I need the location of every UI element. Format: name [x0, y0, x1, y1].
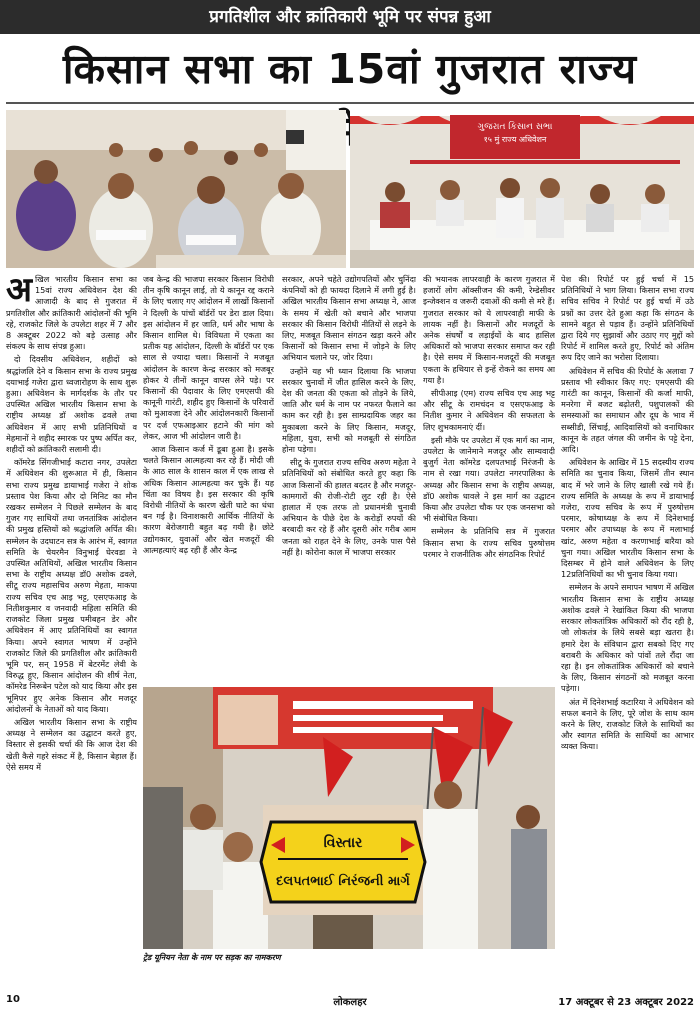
drop-cap: अ	[6, 274, 32, 310]
issue-date: 17 अक्टूबर से 23 अक्टूबर 2022	[558, 997, 694, 1008]
paragraph: सम्मेलन के अपने समापन भाषण में अखिल भारतीय किसान सभा के राष्ट्रीय अध्यक्ष अशोक ढवले ने रेखांकित किया की भाजपा सरकार लोकतांत्रिक अधिकारों को रौंद रही है, जो लोकतंत्र के लिये सबसे बड़ा खतरा है। हमारे देश के संविधान द्वारा सबको दिए गए बराबरी के अधिकार को पांवों तले रौंदा जा रहा है। इन लोकतांत्रिक अधिकारों को बचाने के लिए, किसान संगठनों को मजबूत करना पड़ेगा।	[561, 582, 694, 694]
article-column-1	[6, 274, 137, 986]
paragraph: इसी मौके पर उपलेटा में एक मार्ग का नाम, उपलेटा के जानेमाने मजदूर और साम्यवादी बुजुर्ग नेता कॉमरेड दलपतभाई निरंजनी के नाम से रखा गया। उपलेटा नगरपालिका के अध्यक्ष और किसान सभा के राष्ट्रीय अध्यक्ष, डॉ0 अशोक धावले ने इस मार्ग का उद्घाटन किया और उपलेटा चौक पर एक जनसभा को भी संबोधित किया।	[423, 434, 555, 524]
page-number: 10	[6, 994, 20, 1005]
banner-line1: ગુજરાત કિસાન સભા	[477, 122, 553, 132]
divider	[6, 102, 694, 104]
photo-road-naming	[143, 687, 555, 949]
paragraph: सीपीआइ (एम) राज्य सचिव एच आइ भट्ट और सीटू के रामचंदन व एसएफआइ के नितीश कुमार ने अधिवेशन की सफलता के लिए शुभकामनाएं दीं।	[423, 388, 555, 432]
paragraph: अधिवेशन के आखिर में 15 सदस्यीय राज्य समिति का चुनाव किया, जिसमें तीन स्थान बाद में भरे जाने के लिए खाली रखे गये हैं। राज्य समिति के अध्यक्ष के रूप में डायाभाई गजेरा, राज्य सचिव के रूप में पुरुषोत्तम परमार, कोषाध्यक्ष के रूप में दिनेशभाई परमार और उपाध्यक्ष के रूप में मलाभाई खांट, अरुण महेता व करणाभाई बारैया को चुना गया। अखिल भारतीय किसान सभा के दिसम्बर में होने वाले अधिवेशन के लिए 12प्रतिनिधियों का भी चुनाव किया गया।	[561, 457, 694, 580]
publication-name: लोकलहर	[333, 997, 367, 1008]
paragraph: दो दिवसीय अधिवेशन, शहीदों को श्रद्धांजलि देने व किसान सभा के राज्य प्रमुख दयाभाई गजेरा द्वारा ध्वजारोहण के साथ शुरू हुआ। अधिवेशन के मार्गदर्शक के तौर पर उपस्थित अखिल भारतीय किसान सभा के राष्ट्रीय अध्यक्ष डॉ अशोक ढवले तथा अधिवेशन में आए सभी प्रतिनिधियों व मेहमानों ने शहीद स्मारक पर पुष्प अर्पित कर, शहीदों को क्रांतिकारी सलामी दी।	[6, 354, 137, 455]
paragraph: अखिल भारतीय किसान सभा के राष्ट्रीय अध्यक्ष ने सम्मेलन का उद्घाटन करते हुए, विस्तार से इसकी चर्चा की कि आज देश की खेती कैसे गहरे संकट में है, किसान बेहाल हैं। ऐसे समय में	[6, 716, 137, 772]
photo-delegates	[6, 110, 346, 268]
section-band: प्रगतिशील और क्रांतिकारी भूमि पर संपन्न हुआ	[0, 0, 700, 34]
photo-caption: ट्रेड यूनियन नेता के नाम पर सड़क का नामकरण	[143, 953, 281, 962]
paragraph: सरकार, अपने चहेते उद्योगपतियों और चुनिंदा कंपनियों को ही फायदा दिलाने में लगी हुई है। अखिल भारतीय किसान सभा अध्यक्ष ने, आज के समय में खेती को बचाने और भाजपा सरकार की किसान विरोधी नीतियों से लड़ने के लिए, मजबूत किसान संगठन खड़ा करने और किसानों को किसान सभा में जोड़ने के लिए अभियान चलाने पर, जोर दिया।	[282, 274, 416, 363]
paragraph: जब केन्द्र की भाजपा सरकार किसान विरोधी तीन कृषि कानून लाई, तो ये कानून रद्द कराने के लिए चलाए गए आंदोलन में लाखों किसानों ने दिल्ली के पांचों बॉर्डरों पर डेरा डाल दिया। इस आंदोलन में हर जाति, धर्म और भाषा के किसान शामिल थे। विविधता में एकता का प्रतीक यह आंदोलन, दिल्ली के बॉर्डरों पर एक साल से ज्यादा चला। किसानों ने मजबूत आंदोलन के कारण केन्द्र सरकार को मजबूर होकर ये तीनों कानून वापस लेने पड़े। पर किसानों की पैदावार के लिए एमएसपी की कानूनी गारंटी, शहीद हुए किसानों के परिवारों को मुआवजा देने और आंदोलनकारी किसानों पर दर्ज एफआइआर हटाने की मांग को लेकर, आज भी आंदोलन जारी है।	[143, 274, 274, 441]
banner-line2: १५ मुं राज्य अधिवेशन	[483, 135, 547, 144]
sign-bottom-text: દલપતભાઈ નિરંજની માર્ગ	[276, 874, 410, 889]
article-column-4	[423, 274, 555, 684]
paragraph: अंत में दिनेशभाई कटारिया ने अधिवेशन को सफल बनाने के लिए, पूरे जोश के साथ काम करने के लिए, राजकोट जिले के साथियों का और स्वागत समिति के साथियों का आभार व्यक्त किया।	[561, 696, 694, 752]
article-column-5	[561, 274, 694, 986]
paragraph: पेश की। रिपोर्ट पर हुई चर्चा में 15 प्रतिनिधियों ने भाग लिया। किसान सभा राज्य सचिव सचिव ने रिपोर्ट पर हुई चर्चा में उठे प्रश्नों का उत्तर देते हुआ कहा कि संगठन के सामने बहुत से पड़ाव हैं। उन्होंने प्रतिनिधियों द्वारा दिये गए सुझावों और उठाए गए मुद्दों को रिपोर्ट में शामिल करते हुए, रिपोर्ट को अंतिम रूप दिए जाने का भरोसा दिलाया।	[561, 274, 694, 363]
paragraph: कॉमरेड सिंगजीभाई कटारा नगर, उपलेटा में अधिवेशन की शुरूआत में ही, किसान सभा राज्य प्रमुख डायाभाई गजेरा ने शोक प्रस्ताव पेश किया और दो मिनिट का मौन रखकर सम्मेलन ने पिछले सम्मेलन के बाद गुजर गए साथियों तथा जनतांत्रिक आंदोलन की प्रमुख हस्तियों को श्रद्धांजलि अर्पित की। सम्मेलन के उदघाटन सत्र के आरंभ में, स्वागत समिति के चेयरमैन विनुभाई घेरवडा ने उपस्थित अतिथियों, अखिल भारतीय किसान सभा के राष्ट्रीय अध्यक्ष डॉ0 अशोक ढवले, सीटू राज्य महासचिव अरुण मेहता, माकपा राज्य सचिव एच आइ भट्ट, एसएफआइ के नितीशकुमार व जनवादी महिला समिति की राजकोट जिला प्रमुख पमीबहन डेर और अधिवेशन में आए प्रतिनिधियों का स्वागत किया। अपने स्वागत भाषण में उन्होंने राजकोट जिले की प्रगतिशील और क्रांतिकारी भूमि पर, सन् 1958 में बेटरमेंट लेवी के विरुद्ध हुए, किसान आंदोलन की शीर्ष नेता, कॉमरेड निरूबेन पटेल को याद किया और इस भूमिपर हुए अनेक किसान और मजदूर आंदोलनों के नेताओं को याद किया।	[6, 457, 137, 714]
paragraph: अधिवेशन में सचिव की रिपोर्ट के अलावा 7 प्रस्ताव भी स्वीकार किए गए: एमएसपी की गारंटी का कानून, किसानों की कर्जा माफी, मनरेगा में बजट बढ़ोतरी, पशुपालकों की समस्याओं का समाधान और दूध के भाव में सब्सीडी, सिंचाई, आदिवासियों को वनाधिकार कानून के तहत जंगल की जमीन के पट्टे देना, आदि।	[561, 365, 694, 455]
photo-stage	[350, 110, 694, 268]
paragraph: की भयानक लापरवाही के कारण गुजरात में हजारों लोग ऑक्सीजन की कमी, रेम्डेसीवर इन्जेक्शन व जरूरी दवाओं की कमी से मरे हैं। गुजरात सरकार को ये लापरवाही माफी के लायक नहीं है। किसानों और मजदूरों के अनेक संघर्षों व लड़ाईयों के बाद हासिल अधिकारों को भाजपा सरकार समाप्त कर रही है। ऐसे समय में किसान-मजदूरों की मजबूत एकता के हथियार से इन्हें रोकने का समय आ गया है।	[423, 274, 555, 385]
paragraph: सम्मेलन के प्रतिनिधि सत्र में गुजरात किसान सभा के राज्य सचिव पुरुषोत्तम परमार ने राजनीतिक और संगठनिक रिपोर्ट	[423, 526, 555, 559]
article-column-2	[143, 274, 274, 684]
paragraph: आज किसान कर्ज में डूबा हुआ है। इसके चलते किसान आत्महत्या कर रहे हैं। मोदी जी के आठ साल के शासन काल में एक लाख से अधिक किसान आत्महत्या कर चुके हैं। यह चिंता का विषय है। इस सरकार की कृषि विरोधी नीतियों के कारण खेती घाटे का धंधा बन गई है। विनाशकारी आर्थिक नीतियों के कारण बेरोजगारी बहुत बढ़ गयी है। छोटे उद्योगकार, युवाओं और खेत मजदूरों की आत्महत्याएं बढ़ रही हैं और केन्द्र	[143, 444, 274, 555]
paragraph: सीटू के गुजरात राज्य सचिव अरुण महेता ने प्रतिनिधियों को संबोधित करते हुए कहा कि आज किसानों की हालत बदतर है और मजदूर-कामगारों की रोजी-रोटी लुट रही है। ऐसे हालात में एक तरफ तो प्रधानमंत्री चुनावी अभियान के पीछे देश के करोड़ों रुपयों की बरबादी कर रहे हैं और दूसरी ओर गरीब आम जनता को राहत देने के लिए, उनके पास पैसे नहीं है। कोरोना काल में भाजपा सरकार	[282, 457, 416, 557]
paragraph: उन्होंने यह भी ध्यान दिलाया कि भाजपा सरकार चुनावों में जीत हासिल करने के लिए, देश की जनता की एकता को तोड़ने के लिये, जाति और धर्म के नाम पर नफरत फैलाने का काम कर रही है। इस साम्प्रदायिक जहर का मुकाबला करने के लिए किसान, मजदूर, महिला, युवा, सभी को मजबूती से संगठित होना पड़ेगा।	[282, 365, 416, 455]
headline: किसान सभा का 15वां गुजरात राज्य	[62, 45, 638, 93]
article-column-3	[282, 274, 416, 684]
paragraph: खिल भारतीय किसान सभा का 15वां राज्य अधिवेशन देश की आजादी के बाद से गुजरात में प्रगतिशील और क्रांतिकारी आंदोलनों की भूमि रहे, राजकोट जिले के उपलेटा शहर में 7 और 8 अक्टूबर 2022 को बड़े उत्साह और संकल्प के साथ संपन्न हुआ।	[6, 274, 137, 352]
sign-top-text: વિસ્તાર	[323, 835, 363, 851]
